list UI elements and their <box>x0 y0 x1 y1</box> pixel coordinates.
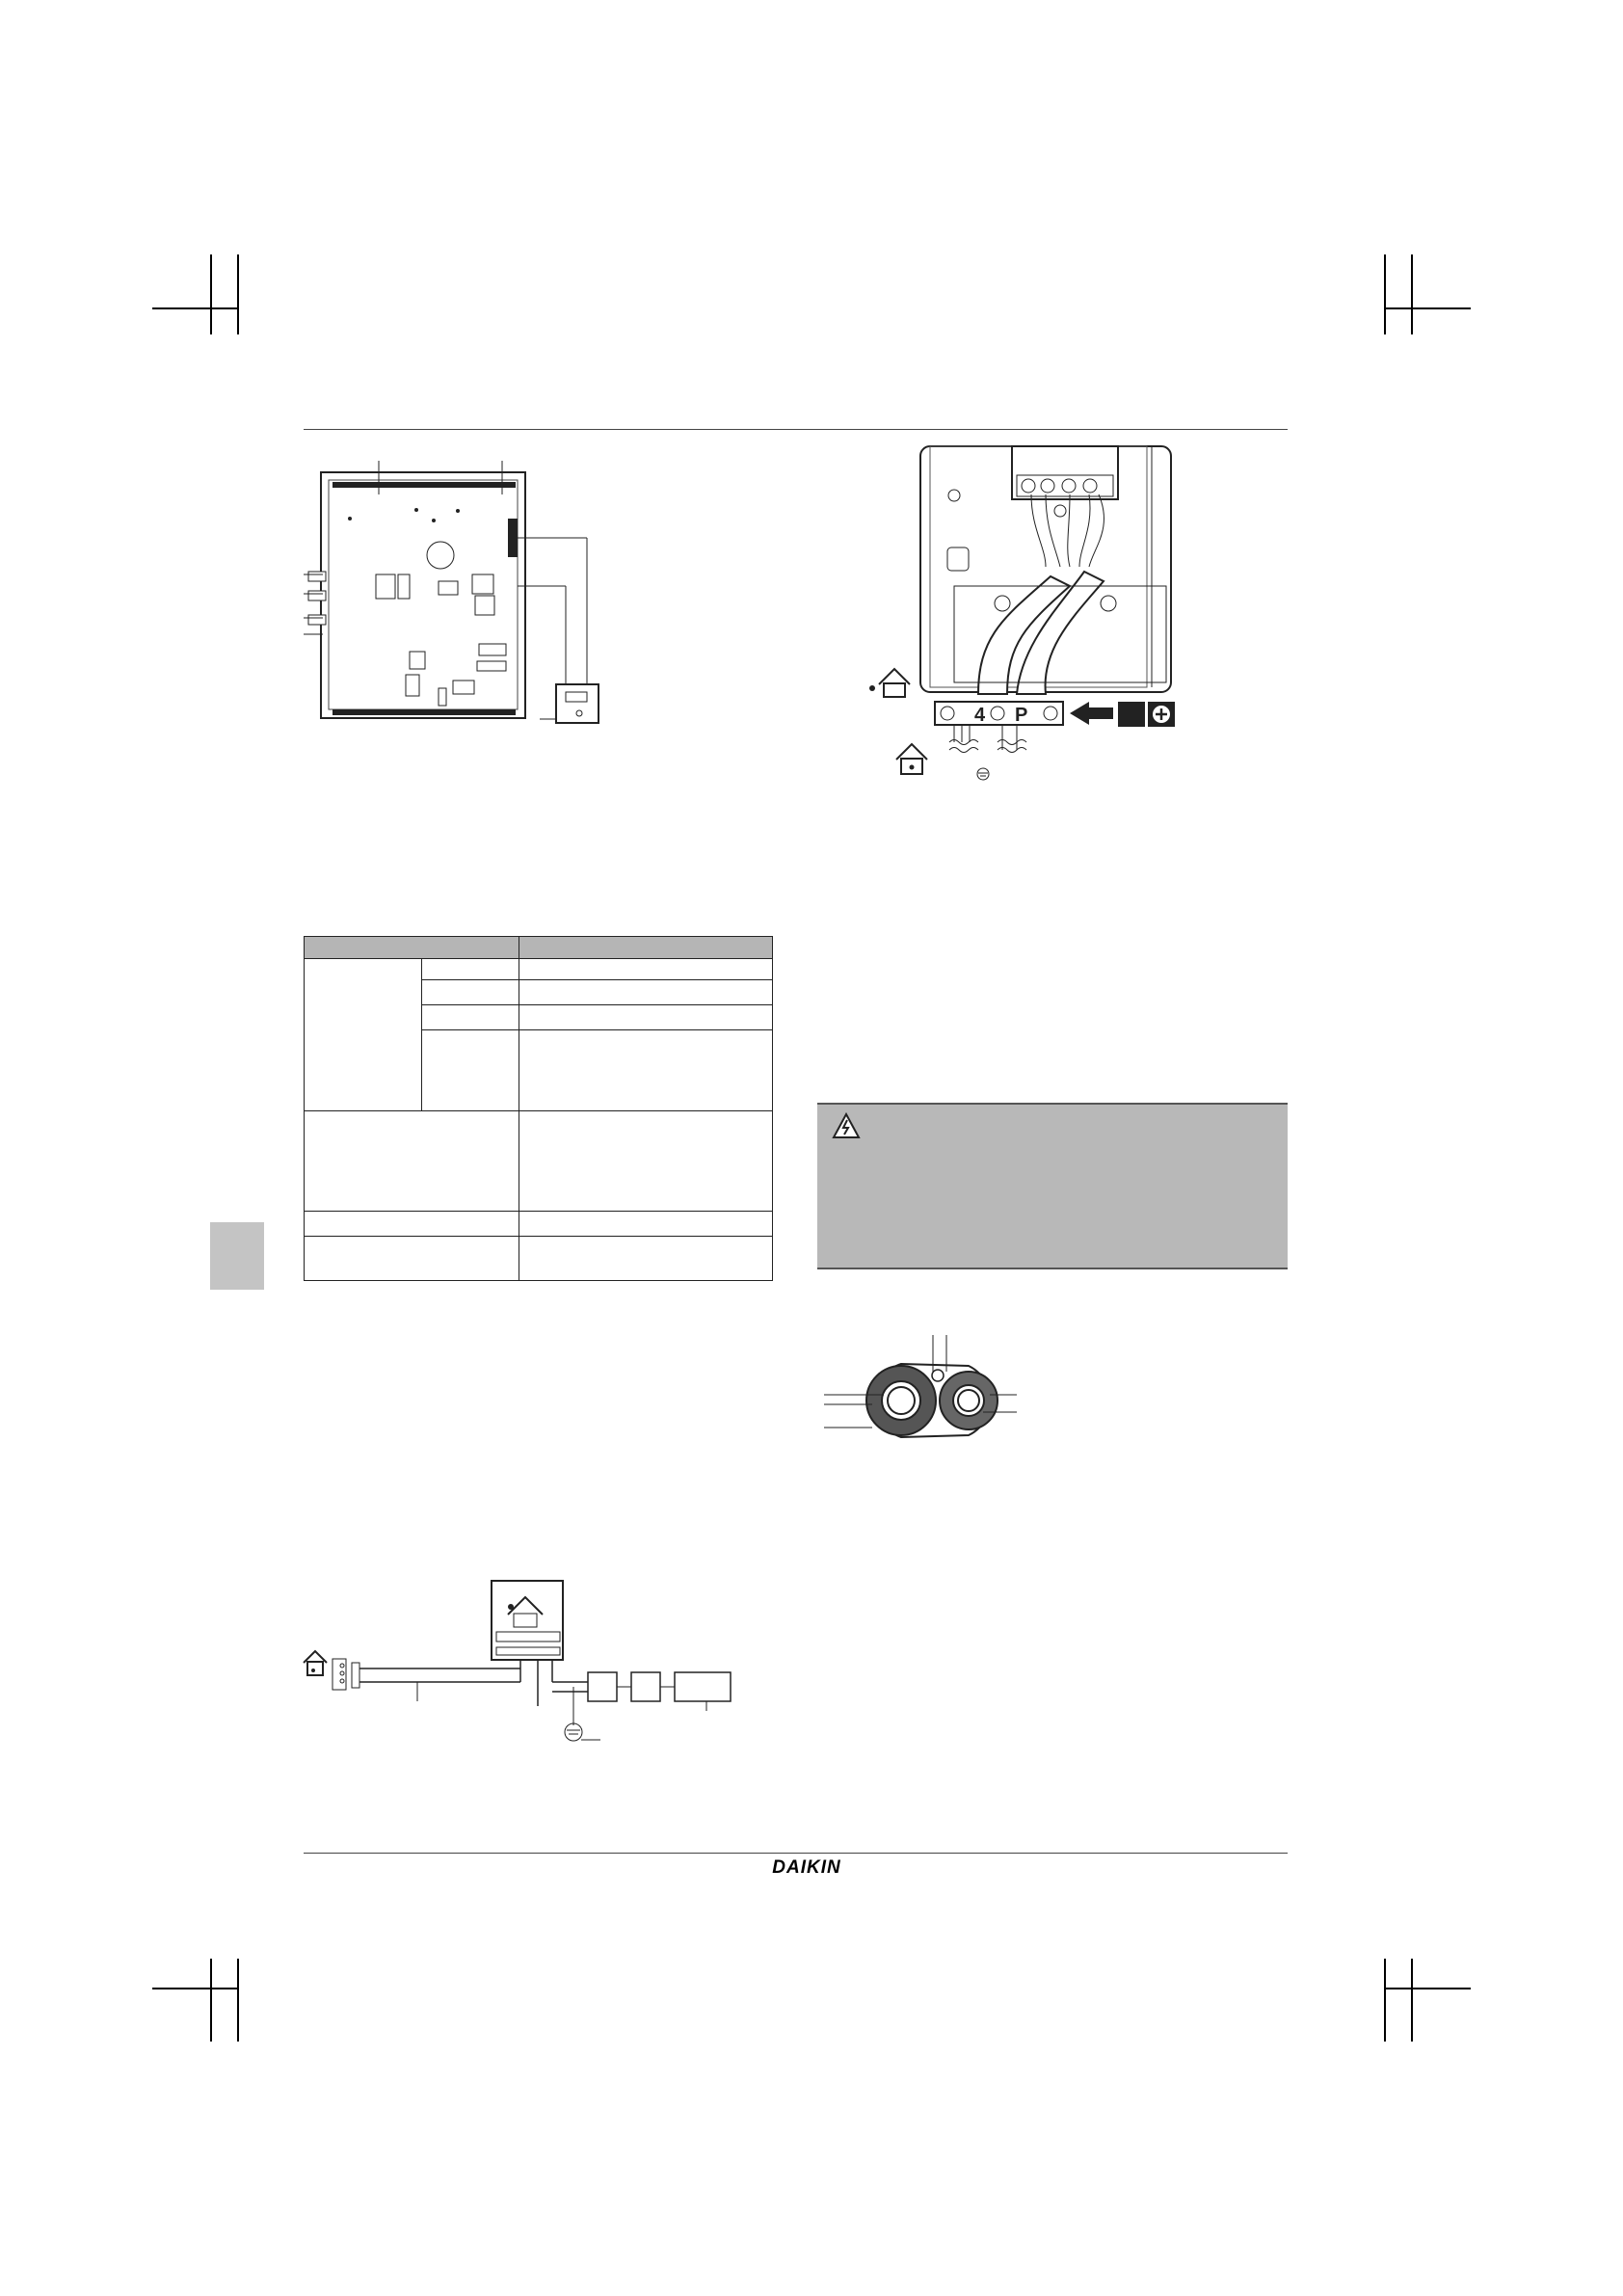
arrow-left-icon <box>1070 702 1113 725</box>
ground-icon <box>977 768 989 780</box>
table-cell <box>421 1030 519 1111</box>
wiring-diagram-figure <box>294 1566 737 1754</box>
pcb-board-figure <box>304 461 631 735</box>
cable-cross-section-figure <box>824 1335 1017 1441</box>
table-row <box>305 1111 773 1212</box>
table-cell <box>421 1005 519 1030</box>
house-icon <box>869 669 910 697</box>
header-rule <box>304 429 1288 430</box>
table-cell <box>421 959 519 980</box>
table-header-row <box>305 937 773 959</box>
table-header-cell <box>519 937 772 959</box>
table-row <box>305 1237 773 1281</box>
table-row <box>305 959 773 980</box>
table-cell <box>519 959 772 980</box>
chapter-tab <box>210 1222 264 1290</box>
daikin-logo: DAIKIN <box>772 1857 841 1878</box>
table-cell <box>305 1111 519 1212</box>
table-row <box>305 1212 773 1237</box>
terminal-label-p: P <box>1015 705 1028 726</box>
table-cell <box>305 1212 519 1237</box>
warning-electric-icon <box>832 1112 861 1139</box>
table-cell <box>519 1237 772 1281</box>
terminal-label-4: 4 <box>974 705 986 726</box>
table-cell <box>305 1237 519 1281</box>
spec-table <box>304 936 773 1281</box>
table-cell <box>519 1030 772 1111</box>
terminal-block-figure <box>863 441 1190 798</box>
house-icon <box>896 744 927 774</box>
table-cell <box>519 980 772 1005</box>
plus-screw-icon <box>1148 702 1175 727</box>
warning-box <box>817 1103 1288 1269</box>
house-icon <box>304 1651 327 1675</box>
footer-rule <box>304 1853 1288 1854</box>
table-cell <box>519 1212 772 1237</box>
table-cell <box>519 1111 772 1212</box>
table-cell <box>421 980 519 1005</box>
table-header-cell <box>305 937 519 959</box>
table-cell <box>519 1005 772 1030</box>
table-cell <box>305 959 422 1111</box>
